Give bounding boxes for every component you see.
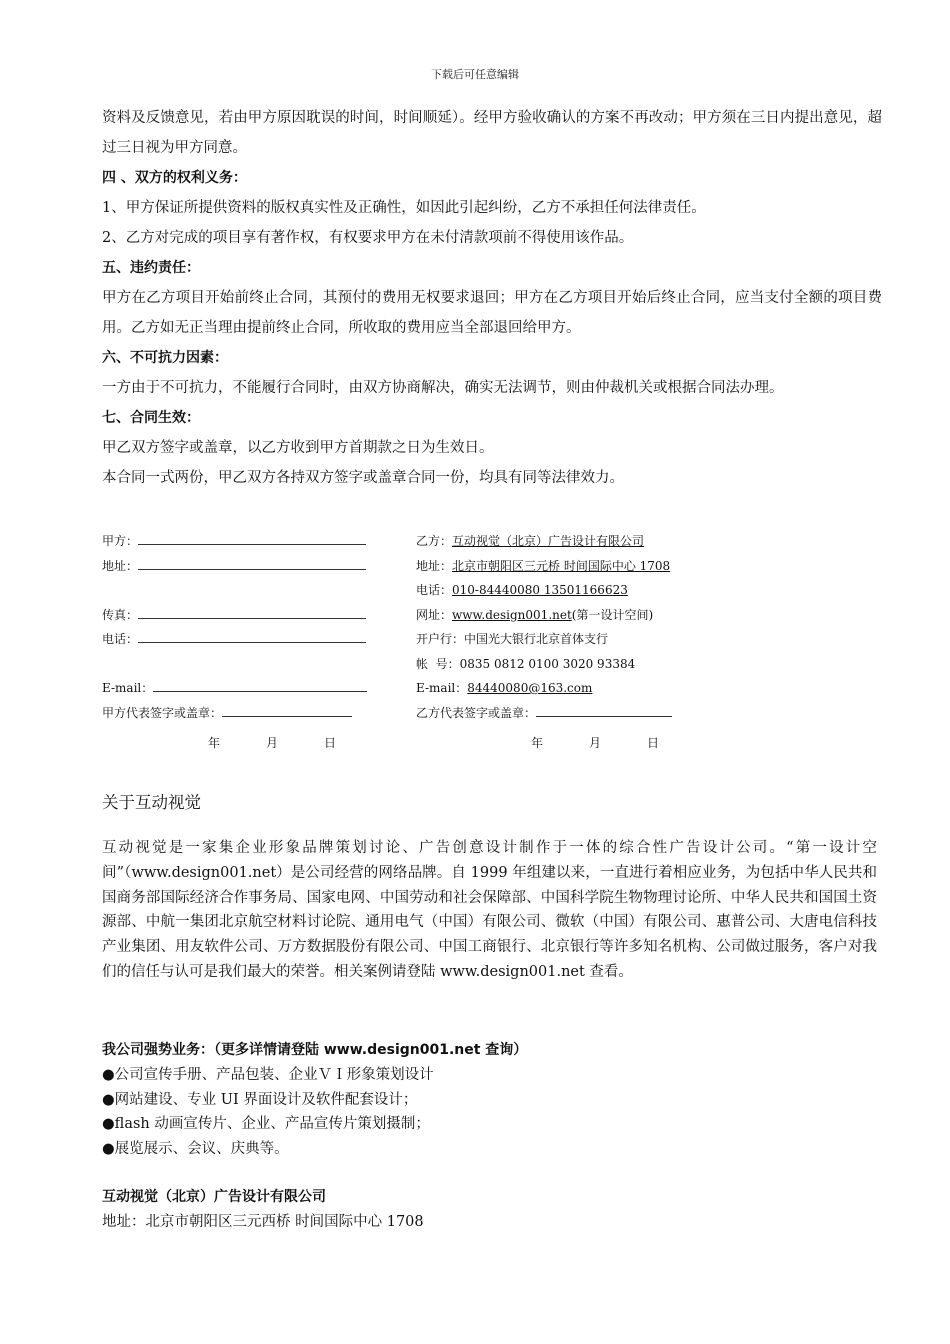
party-b-phone: 010-84440080 13501166623 [452,583,628,597]
party-b-block [416,529,896,725]
party-b-name-label: 乙方： [416,534,453,548]
contract-paragraph: 1、甲方保证所提供资料的版权真实性及正确性，如因此引起纠纷，乙方不承担任何法律责任。 [102,200,706,216]
party-b-phone-label: 电话： [416,583,453,597]
business-item: ●网站建设、专业 UI 界面设计及软件配套设计； [102,1091,418,1108]
party-a-name-label: 甲方： [102,534,139,548]
contract-paragraph: 2、乙方对完成的项目享有著作权，有权要求甲方在未付清款项前不得使用该作品。 [102,230,634,246]
party-b-date [531,734,659,751]
party-b-email-label: E-mail： [416,681,468,695]
company-name: 互动视觉（北京）广告设计有限公司 [102,1189,326,1205]
section-heading-breach: 五、违约责任： [102,260,200,276]
business-section [102,1038,882,1162]
section-heading-effective: 七、合同生效： [102,410,200,426]
party-b-account-label: 帐 号： [416,656,460,671]
party-a-email-label: E-mail： [102,681,154,695]
section-heading-rights: 四 、双方的权利义务： [102,170,247,186]
party-a-address-label: 地址： [102,558,139,573]
party-a-fax-field [138,604,366,619]
party-b-address: 北京市朝阳区三元桥 时间国际中心 1708 [452,558,671,573]
date-day-label: 日 [647,736,660,750]
party-b-rep-field [536,702,672,717]
date-day-label: 日 [324,736,337,750]
party-b-rep-label: 乙方代表签字或盖章： [416,705,537,720]
party-b-bank: 中国光大银行北京首体支行 [464,632,609,646]
about-title: 关于互动视觉 [102,793,201,812]
contract-body [102,103,882,493]
party-b-web-label: 网址： [416,607,453,622]
date-month-label: 月 [589,736,602,750]
party-b-web-link[interactable]: www.design001.net [452,607,572,622]
party-b-web-note: (第一设计空间) [571,607,654,622]
contract-paragraph: 资料及反馈意见，若由甲方原因耽误的时间，时间顺延）。经甲方验收确认的方案不再改动；甲方须在三日内提出意见，超过三日视为甲方同意。 [102,110,882,156]
party-b-bank-label: 开户行： [416,632,465,646]
party-a-fax-label: 传真： [102,607,139,622]
party-a-date [208,734,336,751]
about-text: 互动视觉是一家集企业形象品牌策划讨论、广告创意设计制作于一体的综合性广告设计公司。“第一设计空间”（www.design001.net）是公司经营的网络品牌。自 1999 年组建以来，一直进行着相应业务，为包括中华人民共和国商务部国际经济合作事务局、国家电网、中国劳动和社会保障部、中国科学院生物物理讨论所、中华人民共和国国土资源部、中航一集团北京航空材料讨论院、通用电气（中国）有限公司、微软（中国）有限公司、惠普公司、大唐电信科技产业集团、用友软件公司、万方数据股份有限公司、中国工商银行、北京银行等许多知名机构、公司做过服务，客户对我们的信任与认可是我们最大的荣誉。相关案例请登陆 www.design001.net 查看。 [102,840,877,980]
date-year-label: 年 [208,736,221,750]
date-year-label: 年 [531,736,544,750]
contract-paragraph: 甲方在乙方项目开始前终止合同，其预付的费用无权要求退回；甲方在乙方项目开始后终止合同，应当支付全额的项目费用。乙方如无正当理由提前终止合同，所收取的费用应当全部退回给甲方。 [102,290,882,336]
party-b-email-link[interactable]: 84440080@163.com [467,681,593,695]
business-item: ●展览展示、会议、庆典等。 [102,1141,289,1158]
party-b-account: 0835 0812 0100 3020 93384 [459,656,636,671]
contract-paragraph: 甲乙双方签字或盖章，以乙方收到甲方首期款之日为生效日。 [102,440,494,456]
company-info [102,1185,882,1235]
party-a-name-field [138,530,366,545]
date-month-label: 月 [266,736,279,750]
company-address: 地址：北京市朝阳区三元西桥 时间国际中心 1708 [102,1214,424,1230]
party-b-address-label: 地址： [416,558,453,573]
party-a-phone-label: 电话： [102,632,139,646]
business-title: 我公司强势业务：（更多详情请登陆 www.design001.net 查询） [102,1042,528,1058]
party-a-rep-field [222,702,352,717]
section-heading-force-majeure: 六、不可抗力因素： [102,350,228,366]
business-item: ●公司宣传手册、产品包装、企业ＶＩ形象策划设计 [102,1066,434,1083]
party-a-block [102,529,382,725]
contract-paragraph: 一方由于不可抗力，不能履行合同时，由双方协商解决，确实无法调节，则由仲裁机关或根据合同法办理。 [102,380,784,396]
party-a-email-field [153,677,367,692]
party-b-name: 互动视觉（北京）广告设计有限公司 [452,534,645,548]
party-a-phone-field [138,628,366,643]
page-header: 下载后可任意编辑 [431,68,519,81]
party-a-rep-label: 甲方代表签字或盖章： [102,705,223,720]
contract-paragraph: 本合同一式两份，甲乙双方各持双方签字或盖章合同一份，均具有同等法律效力。 [102,470,624,486]
party-a-address-field [138,555,366,570]
business-item: ●flash 动画宣传片、企业、产品宣传片策划摄制； [102,1116,430,1133]
